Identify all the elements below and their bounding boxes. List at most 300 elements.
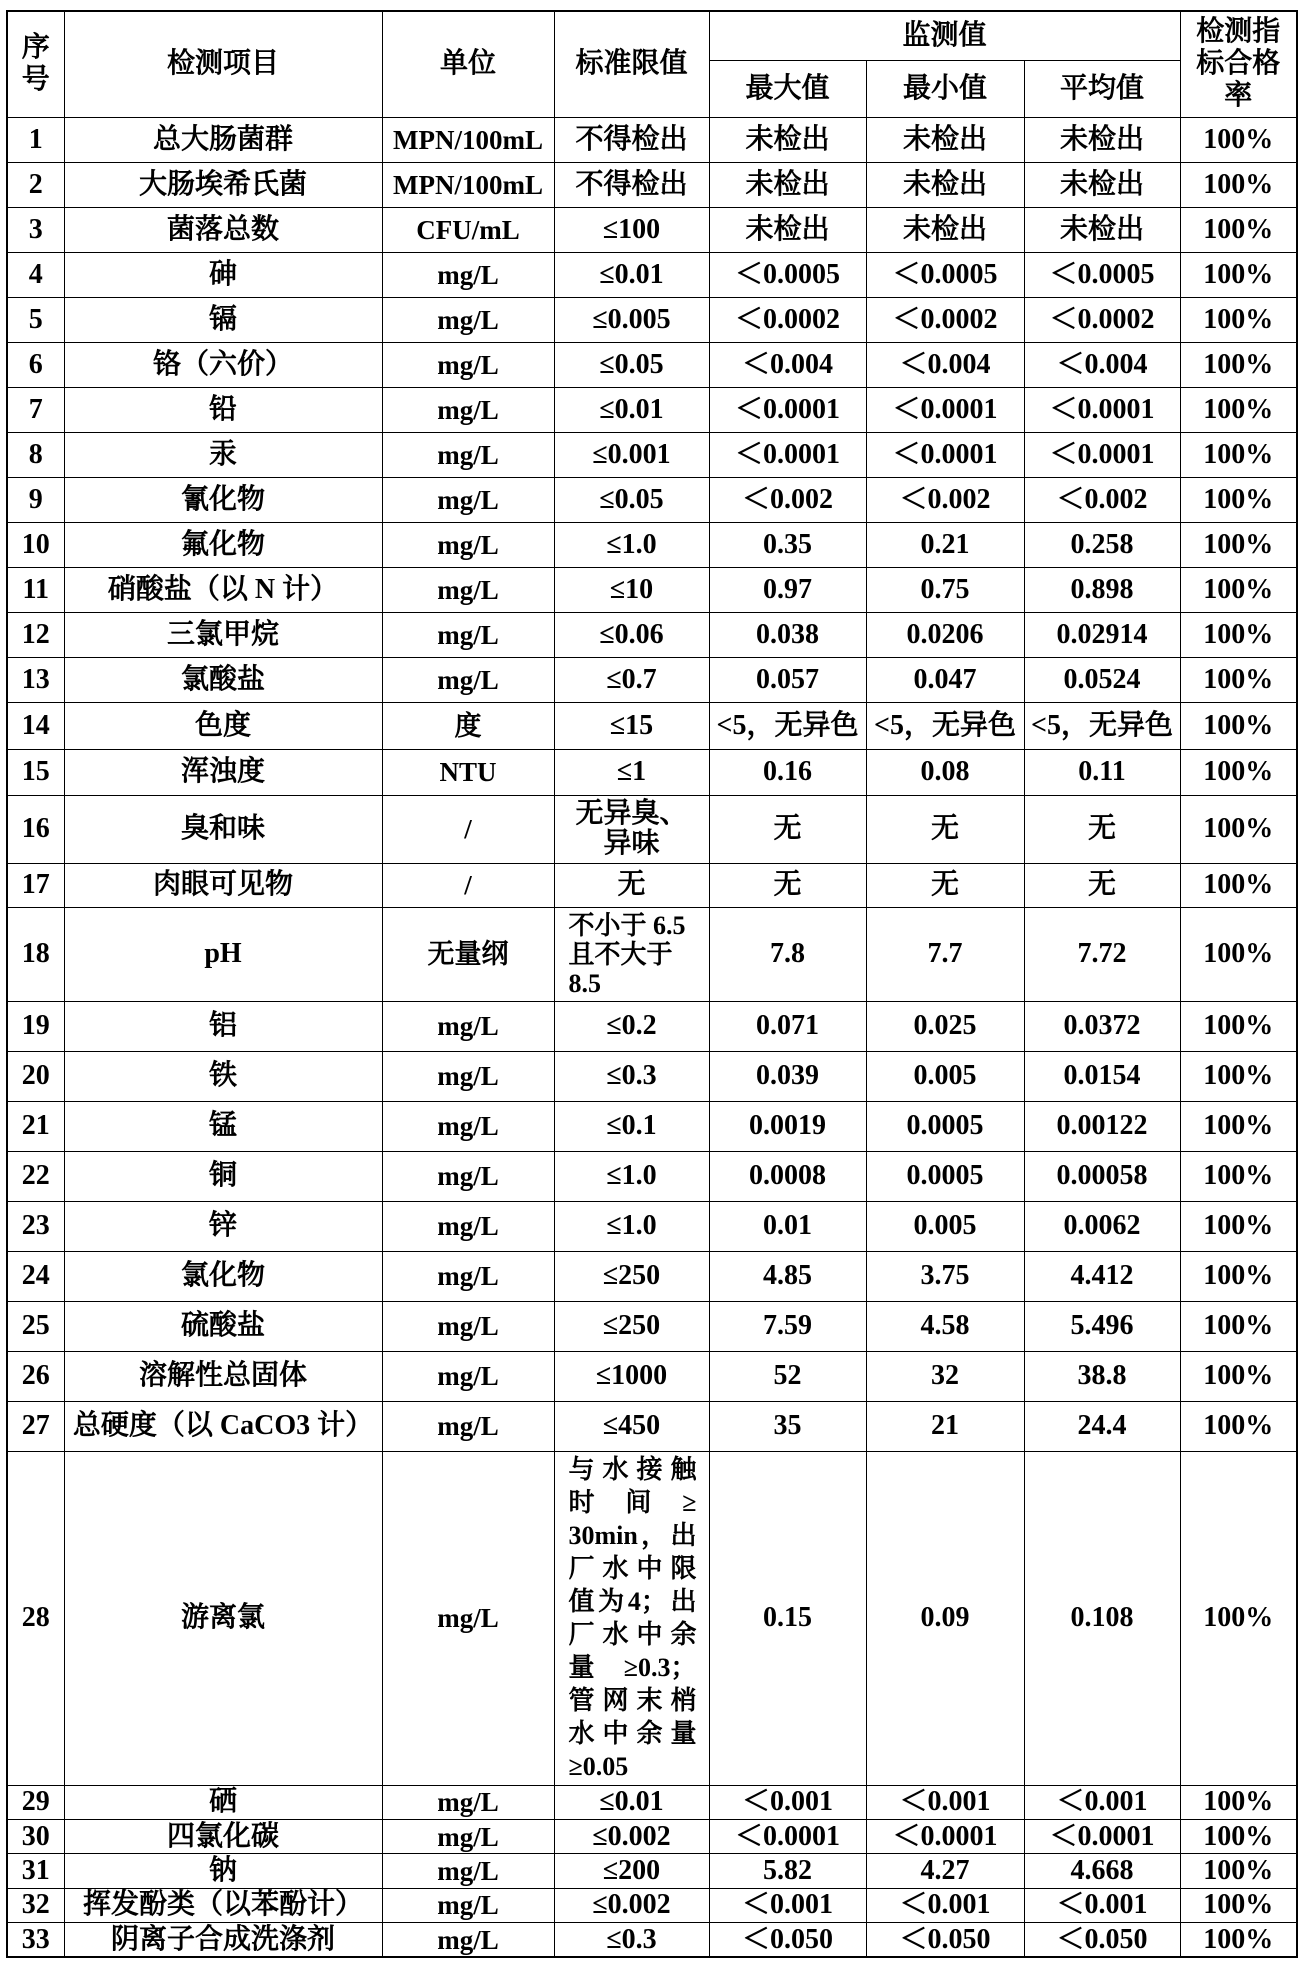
min-value-cell: ＜0.004 (866, 342, 1024, 387)
avg-value-cell: ＜0.0001 (1024, 1819, 1180, 1853)
max-value-cell: 35 (709, 1401, 866, 1451)
unit-cell: mg/L (382, 387, 554, 432)
avg-value-cell: 未检出 (1024, 207, 1180, 252)
limit-cell: ≤0.002 (554, 1888, 709, 1922)
limit-cell: ≤1000 (554, 1351, 709, 1401)
min-value-cell: 0.0005 (866, 1151, 1024, 1201)
min-value-cell: ＜0.0001 (866, 1819, 1024, 1853)
max-value-cell: ＜0.004 (709, 342, 866, 387)
pass-rate-cell: 100% (1180, 1151, 1297, 1201)
pass-rate-cell: 100% (1180, 749, 1297, 795)
avg-value-cell: 0.11 (1024, 749, 1180, 795)
limit-cell: ≤0.001 (554, 432, 709, 477)
avg-value-cell: 0.898 (1024, 567, 1180, 612)
unit-cell: mg/L (382, 1201, 554, 1251)
cell-text-line: 水中余量 (568, 1719, 697, 1748)
index-cell: 8 (7, 432, 64, 477)
header-max: 最大值 (709, 60, 866, 117)
table-row (7, 567, 1297, 612)
min-value-cell: 0.08 (866, 749, 1024, 795)
header-pass-rate: 检测指标合格率 (1180, 11, 1297, 117)
table-row (7, 657, 1297, 702)
item-cell: 铜 (64, 1151, 382, 1201)
unit-cell: mg/L (382, 612, 554, 657)
unit-cell: MPN/100mL (382, 162, 554, 207)
index-cell: 21 (7, 1101, 64, 1151)
index-cell: 25 (7, 1301, 64, 1351)
unit-cell: mg/L (382, 1451, 554, 1785)
cell-text-line: 30min，出 (568, 1521, 697, 1550)
table-row (7, 387, 1297, 432)
cell-text-line: 不小于 6.5 (568, 910, 686, 940)
max-value-cell: 未检出 (709, 117, 866, 162)
pass-rate-cell: 100% (1180, 1819, 1297, 1853)
item-cell: 钠 (64, 1854, 382, 1888)
limit-cell: ≤1.0 (554, 1151, 709, 1201)
max-value-cell: 无 (709, 863, 866, 907)
limit-cell: ≤15 (554, 702, 709, 749)
min-value-cell: ＜0.0001 (866, 432, 1024, 477)
max-value-cell: 0.01 (709, 1201, 866, 1251)
cell-text-line: 8.5 (568, 968, 601, 998)
avg-value-cell: 4.412 (1024, 1251, 1180, 1301)
index-cell: 24 (7, 1251, 64, 1301)
index-cell: 17 (7, 863, 64, 907)
cell-text-line: 异味 (603, 828, 660, 859)
unit-cell: mg/L (382, 1923, 554, 1957)
min-value-cell: 4.27 (866, 1854, 1024, 1888)
unit-cell: mg/L (382, 522, 554, 567)
table-row (7, 1854, 1297, 1888)
index-cell: 23 (7, 1201, 64, 1251)
limit-cell: ≤0.01 (554, 252, 709, 297)
table-row (7, 207, 1297, 252)
min-value-cell: <5，无异色 (866, 702, 1024, 749)
min-value-cell: ＜0.050 (866, 1923, 1024, 1957)
limit-cell: ≤10 (554, 567, 709, 612)
pass-rate-cell: 100% (1180, 252, 1297, 297)
cell-text-line: 厂水中限 (568, 1554, 697, 1583)
index-cell: 27 (7, 1401, 64, 1451)
unit-cell: CFU/mL (382, 207, 554, 252)
index-cell: 7 (7, 387, 64, 432)
table-row (7, 863, 1297, 907)
unit-cell: / (382, 795, 554, 863)
min-value-cell: 未检出 (866, 207, 1024, 252)
avg-value-cell: 0.00122 (1024, 1101, 1180, 1151)
limit-cell: 不得检出 (554, 117, 709, 162)
cell-text-line: ≥0.05 (568, 1752, 629, 1781)
unit-cell: mg/L (382, 1051, 554, 1101)
pass-rate-cell: 100% (1180, 1201, 1297, 1251)
table-row (7, 1819, 1297, 1853)
avg-value-cell: 0.0372 (1024, 1001, 1180, 1051)
min-value-cell: 无 (866, 863, 1024, 907)
min-value-cell: 0.005 (866, 1051, 1024, 1101)
table-row (7, 1001, 1297, 1051)
limit-cell: ≤1 (554, 749, 709, 795)
index-cell: 32 (7, 1888, 64, 1922)
table-row (7, 1301, 1297, 1351)
item-cell: 铝 (64, 1001, 382, 1051)
avg-value-cell: 0.0524 (1024, 657, 1180, 702)
unit-cell: mg/L (382, 1301, 554, 1351)
pass-rate-cell: 100% (1180, 1101, 1297, 1151)
pass-rate-cell: 100% (1180, 1051, 1297, 1101)
limit-cell: ≤0.05 (554, 477, 709, 522)
avg-value-cell: ＜0.0001 (1024, 432, 1180, 477)
min-value-cell: 无 (866, 795, 1024, 863)
item-cell: 铁 (64, 1051, 382, 1101)
table-row (7, 297, 1297, 342)
pass-rate-cell: 100% (1180, 1854, 1297, 1888)
avg-value-cell: 未检出 (1024, 162, 1180, 207)
limit-cell (554, 907, 709, 1001)
header-monitor-group: 监测值 (709, 11, 1180, 60)
min-value-cell: ＜0.0005 (866, 252, 1024, 297)
max-value-cell: 0.0019 (709, 1101, 866, 1151)
table-row (7, 795, 1297, 863)
max-value-cell: 7.8 (709, 907, 866, 1001)
max-value-cell: ＜0.0005 (709, 252, 866, 297)
item-cell: 肉眼可见物 (64, 863, 382, 907)
item-cell: 砷 (64, 252, 382, 297)
item-cell: 锌 (64, 1201, 382, 1251)
item-cell: 浑浊度 (64, 749, 382, 795)
avg-value-cell: ＜0.0001 (1024, 387, 1180, 432)
pass-rate-cell: 100% (1180, 207, 1297, 252)
limit-cell: ≤0.2 (554, 1001, 709, 1051)
avg-value-cell: ＜0.0005 (1024, 252, 1180, 297)
index-cell: 26 (7, 1351, 64, 1401)
max-value-cell: ＜0.001 (709, 1785, 866, 1819)
index-cell: 29 (7, 1785, 64, 1819)
max-value-cell: ＜0.0001 (709, 432, 866, 477)
item-cell: 大肠埃希氏菌 (64, 162, 382, 207)
avg-value-cell: ＜0.001 (1024, 1888, 1180, 1922)
cell-text-line: 与水接触 (568, 1455, 697, 1484)
item-cell: 菌落总数 (64, 207, 382, 252)
avg-value-cell: 4.668 (1024, 1854, 1180, 1888)
min-value-cell: 未检出 (866, 117, 1024, 162)
item-cell: 氟化物 (64, 522, 382, 567)
pass-rate-cell: 100% (1180, 297, 1297, 342)
min-value-cell: 7.7 (866, 907, 1024, 1001)
unit-cell: mg/L (382, 1251, 554, 1301)
item-cell: 四氯化碳 (64, 1819, 382, 1853)
table-row (7, 1785, 1297, 1819)
unit-cell: mg/L (382, 1001, 554, 1051)
min-value-cell: 0.0005 (866, 1101, 1024, 1151)
min-value-cell: 0.005 (866, 1201, 1024, 1251)
table-row (7, 342, 1297, 387)
unit-cell: mg/L (382, 1101, 554, 1151)
pass-rate-cell: 100% (1180, 907, 1297, 1001)
table-row (7, 1351, 1297, 1401)
limit-cell: ≤250 (554, 1251, 709, 1301)
item-cell: 总大肠菌群 (64, 117, 382, 162)
index-cell: 10 (7, 522, 64, 567)
max-value-cell: 无 (709, 795, 866, 863)
water-quality-table (6, 10, 1298, 1958)
avg-value-cell: 未检出 (1024, 117, 1180, 162)
cell-text-line: 厂水中余 (568, 1620, 697, 1649)
header-avg: 平均值 (1024, 60, 1180, 117)
table-row (7, 1201, 1297, 1251)
header-row (7, 11, 1297, 60)
limit-cell: ≤0.005 (554, 297, 709, 342)
limit-cell: 无 (554, 863, 709, 907)
avg-value-cell: 0.258 (1024, 522, 1180, 567)
max-value-cell: 7.59 (709, 1301, 866, 1351)
cell-text-line: 无异臭、 (575, 798, 688, 829)
table-row (7, 477, 1297, 522)
min-value-cell: ＜0.0001 (866, 387, 1024, 432)
table-row (7, 702, 1297, 749)
pass-rate-cell: 100% (1180, 1888, 1297, 1922)
max-value-cell: ＜0.001 (709, 1888, 866, 1922)
item-cell: 臭和味 (64, 795, 382, 863)
item-cell: 硫酸盐 (64, 1301, 382, 1351)
max-value-cell: 0.039 (709, 1051, 866, 1101)
avg-value-cell: 无 (1024, 795, 1180, 863)
max-value-cell: 52 (709, 1351, 866, 1401)
max-value-cell: 0.97 (709, 567, 866, 612)
unit-cell: MPN/100mL (382, 117, 554, 162)
unit-cell: mg/L (382, 342, 554, 387)
unit-cell: mg/L (382, 432, 554, 477)
pass-rate-cell: 100% (1180, 432, 1297, 477)
item-cell: 总硬度（以 CaCO3 计） (64, 1401, 382, 1451)
index-cell: 28 (7, 1451, 64, 1785)
avg-value-cell: ＜0.004 (1024, 342, 1180, 387)
unit-cell: mg/L (382, 567, 554, 612)
pass-rate-cell: 100% (1180, 1923, 1297, 1957)
min-value-cell: 0.0206 (866, 612, 1024, 657)
max-value-cell: ＜0.002 (709, 477, 866, 522)
item-cell: 色度 (64, 702, 382, 749)
table-row (7, 1151, 1297, 1201)
max-value-cell: ＜0.0002 (709, 297, 866, 342)
avg-value-cell: 0.108 (1024, 1451, 1180, 1785)
pass-rate-cell: 100% (1180, 342, 1297, 387)
cell-text-line: 值为4；出 (568, 1587, 697, 1616)
pass-rate-cell: 100% (1180, 1251, 1297, 1301)
header-min: 最小值 (866, 60, 1024, 117)
limit-cell (554, 1451, 709, 1785)
limit-cell: ≤1.0 (554, 522, 709, 567)
min-value-cell: 21 (866, 1401, 1024, 1451)
avg-value-cell: 0.0062 (1024, 1201, 1180, 1251)
limit-cell: ≤0.7 (554, 657, 709, 702)
table-body (7, 117, 1297, 1957)
item-cell: 镉 (64, 297, 382, 342)
pass-rate-cell: 100% (1180, 612, 1297, 657)
limit-cell: ≤0.05 (554, 342, 709, 387)
unit-cell: mg/L (382, 297, 554, 342)
min-value-cell: ＜0.002 (866, 477, 1024, 522)
index-cell: 12 (7, 612, 64, 657)
table-row (7, 432, 1297, 477)
table-header (7, 11, 1297, 117)
index-cell: 19 (7, 1001, 64, 1051)
pass-rate-cell: 100% (1180, 387, 1297, 432)
table-row (7, 1401, 1297, 1451)
header-item: 检测项目 (64, 11, 382, 117)
pass-rate-cell: 100% (1180, 567, 1297, 612)
avg-value-cell: 24.4 (1024, 1401, 1180, 1451)
max-value-cell: 5.82 (709, 1854, 866, 1888)
header-unit: 单位 (382, 11, 554, 117)
table-row (7, 1251, 1297, 1301)
index-cell: 15 (7, 749, 64, 795)
min-value-cell: 32 (866, 1351, 1024, 1401)
index-cell: 16 (7, 795, 64, 863)
avg-value-cell: <5，无异色 (1024, 702, 1180, 749)
index-cell: 30 (7, 1819, 64, 1853)
item-cell: 氰化物 (64, 477, 382, 522)
min-value-cell: 0.025 (866, 1001, 1024, 1051)
pass-rate-cell: 100% (1180, 1001, 1297, 1051)
unit-cell: mg/L (382, 1785, 554, 1819)
min-value-cell: 0.047 (866, 657, 1024, 702)
item-cell: 阴离子合成洗涤剂 (64, 1923, 382, 1957)
min-value-cell: 0.75 (866, 567, 1024, 612)
avg-value-cell: ＜0.050 (1024, 1923, 1180, 1957)
pass-rate-cell: 100% (1180, 477, 1297, 522)
item-cell: 挥发酚类（以苯酚计） (64, 1888, 382, 1922)
avg-value-cell: 0.0154 (1024, 1051, 1180, 1101)
limit-cell: ≤100 (554, 207, 709, 252)
index-cell: 5 (7, 297, 64, 342)
item-cell: 锰 (64, 1101, 382, 1151)
min-value-cell: 未检出 (866, 162, 1024, 207)
index-cell: 13 (7, 657, 64, 702)
max-value-cell: 0.15 (709, 1451, 866, 1785)
table-row (7, 907, 1297, 1001)
max-value-cell: 未检出 (709, 207, 866, 252)
max-value-cell: 未检出 (709, 162, 866, 207)
pass-rate-cell: 100% (1180, 1351, 1297, 1401)
table-row (7, 1101, 1297, 1151)
index-cell: 33 (7, 1923, 64, 1957)
max-value-cell: <5，无异色 (709, 702, 866, 749)
limit-cell: ≤0.06 (554, 612, 709, 657)
max-value-cell: 0.071 (709, 1001, 866, 1051)
unit-cell: 度 (382, 702, 554, 749)
avg-value-cell: 38.8 (1024, 1351, 1180, 1401)
item-cell: 游离氯 (64, 1451, 382, 1785)
table-row (7, 1888, 1297, 1922)
avg-value-cell: 无 (1024, 863, 1180, 907)
table-row (7, 1051, 1297, 1101)
item-cell: 硝酸盐（以 N 计） (64, 567, 382, 612)
pass-rate-cell: 100% (1180, 1301, 1297, 1351)
max-value-cell: 4.85 (709, 1251, 866, 1301)
unit-cell: mg/L (382, 1351, 554, 1401)
avg-value-cell: 5.496 (1024, 1301, 1180, 1351)
item-cell: 三氯甲烷 (64, 612, 382, 657)
unit-cell: mg/L (382, 1819, 554, 1853)
header-limit: 标准限值 (554, 11, 709, 117)
unit-cell: 无量纲 (382, 907, 554, 1001)
limit-cell: ≤0.1 (554, 1101, 709, 1151)
pass-rate-cell: 100% (1180, 1785, 1297, 1819)
unit-cell: mg/L (382, 1854, 554, 1888)
unit-cell: mg/L (382, 1888, 554, 1922)
min-value-cell: 0.09 (866, 1451, 1024, 1785)
unit-cell: mg/L (382, 252, 554, 297)
limit-cell: ≤250 (554, 1301, 709, 1351)
item-cell: pH (64, 907, 382, 1001)
limit-cell: ≤0.3 (554, 1923, 709, 1957)
header-index: 序号 (7, 11, 64, 117)
limit-cell (554, 795, 709, 863)
max-value-cell: 0.35 (709, 522, 866, 567)
avg-value-cell: ＜0.002 (1024, 477, 1180, 522)
item-cell: 硒 (64, 1785, 382, 1819)
table-row (7, 117, 1297, 162)
table-row (7, 612, 1297, 657)
limit-cell: ≤0.3 (554, 1051, 709, 1101)
min-value-cell: ＜0.001 (866, 1785, 1024, 1819)
cell-text-line: 量≥0.3； (568, 1653, 697, 1682)
index-cell: 18 (7, 907, 64, 1001)
limit-cell: ≤450 (554, 1401, 709, 1451)
index-cell: 11 (7, 567, 64, 612)
max-value-cell: 0.057 (709, 657, 866, 702)
limit-cell: ≤0.002 (554, 1819, 709, 1853)
cell-text-line: 时间≥ (568, 1488, 697, 1517)
table-row (7, 522, 1297, 567)
pass-rate-cell: 100% (1180, 863, 1297, 907)
cell-text-line: 管网末梢 (568, 1686, 697, 1715)
index-cell: 9 (7, 477, 64, 522)
index-cell: 1 (7, 117, 64, 162)
pass-rate-cell: 100% (1180, 1451, 1297, 1785)
pass-rate-cell: 100% (1180, 795, 1297, 863)
index-cell: 14 (7, 702, 64, 749)
item-cell: 铬（六价） (64, 342, 382, 387)
avg-value-cell: 0.02914 (1024, 612, 1180, 657)
pass-rate-cell: 100% (1180, 522, 1297, 567)
limit-cell: ≤0.01 (554, 1785, 709, 1819)
pass-rate-cell: 100% (1180, 702, 1297, 749)
min-value-cell: 3.75 (866, 1251, 1024, 1301)
unit-cell: NTU (382, 749, 554, 795)
table-row (7, 749, 1297, 795)
pass-rate-cell: 100% (1180, 657, 1297, 702)
table-row (7, 252, 1297, 297)
avg-value-cell: ＜0.001 (1024, 1785, 1180, 1819)
min-value-cell: 0.21 (866, 522, 1024, 567)
min-value-cell: 4.58 (866, 1301, 1024, 1351)
item-cell: 氯化物 (64, 1251, 382, 1301)
max-value-cell: 0.16 (709, 749, 866, 795)
item-cell: 溶解性总固体 (64, 1351, 382, 1401)
item-cell: 氯酸盐 (64, 657, 382, 702)
avg-value-cell: 7.72 (1024, 907, 1180, 1001)
unit-cell: mg/L (382, 1401, 554, 1451)
unit-cell: mg/L (382, 657, 554, 702)
table-row (7, 1923, 1297, 1957)
table-row (7, 162, 1297, 207)
max-value-cell: 0.038 (709, 612, 866, 657)
unit-cell: mg/L (382, 477, 554, 522)
min-value-cell: ＜0.0002 (866, 297, 1024, 342)
limit-cell: ≤0.01 (554, 387, 709, 432)
max-value-cell: ＜0.0001 (709, 387, 866, 432)
